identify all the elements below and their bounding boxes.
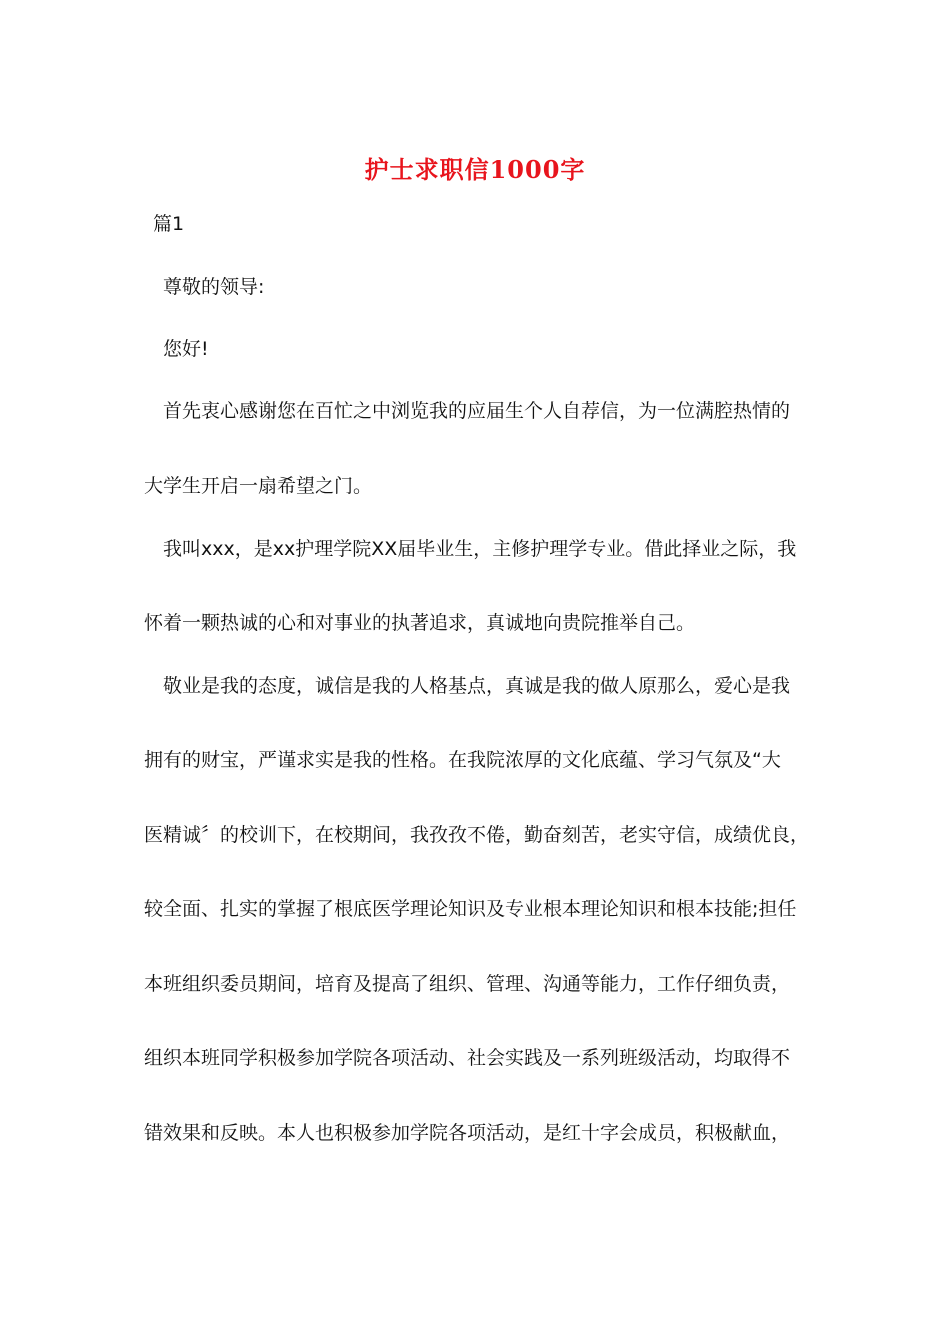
body-line: 较全面、扎实的掌握了根底医学理论知识及专业根本理论知识和根本技能;担任: [144, 898, 797, 920]
body-line: 组织本班同学积极参加学院各项活动、社会实践及一系列班级活动，均取得不: [144, 1047, 791, 1069]
chapter-heading: 篇1: [153, 213, 185, 235]
body-line: 怀着一颗热诚的心和对事业的执著追求，真诚地向贵院推举自己。: [144, 612, 696, 634]
body-line: 医精诚〞的校训下，在校期间，我孜孜不倦，勤奋刻苦，老实守信，成绩优良，: [144, 824, 810, 846]
body-line: 敬业是我的态度，诚信是我的人格基点，真诚是我的做人原那么，爱心是我: [163, 675, 791, 697]
salutation: 尊敬的领导:: [163, 276, 265, 298]
body-line: 首先衷心感谢您在百忙之中浏览我的应届生个人自荐信，为一位满腔热情的: [163, 400, 791, 422]
document-title: 护士求职信1000字: [364, 155, 586, 184]
body-line: 我叫xxx，是xx护理学院XX届毕业生，主修护理学专业。借此择业之际，我: [163, 538, 797, 560]
body-line: 错效果和反映。本人也积极参加学院各项活动，是红十字会成员，积极献血，: [144, 1122, 791, 1144]
body-line: 大学生开启一扇希望之门。: [144, 475, 373, 497]
body-line: 拥有的财宝，严谨求实是我的性格。在我院浓厚的文化底蕴、学习气氛及“大: [144, 749, 781, 771]
body-line: 本班组织委员期间，培育及提高了组织、管理、沟通等能力，工作仔细负责，: [144, 973, 791, 995]
greeting: 您好!: [163, 338, 209, 360]
